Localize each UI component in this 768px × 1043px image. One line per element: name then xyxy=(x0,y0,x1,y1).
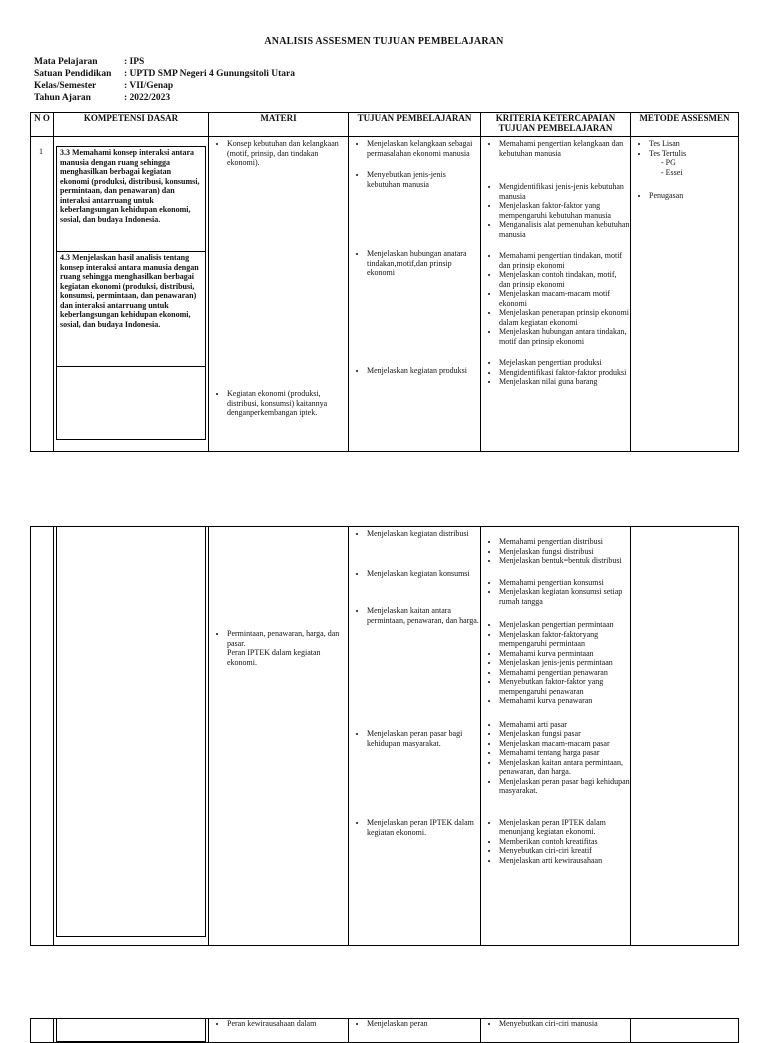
list-item: • Menjelaskan arti kewirausahaan xyxy=(499,856,630,866)
row-number: 1 xyxy=(31,137,54,452)
meta-row xyxy=(34,92,295,104)
list-item: • Menjelaskan kaitan antara permintaan, penawaran, dan harga. xyxy=(499,758,630,777)
kriteria-cell xyxy=(481,1019,631,1043)
tujuan-cell xyxy=(349,527,481,946)
list-item: • Menyebutkan ciri-ciri kreatif xyxy=(499,846,630,856)
list-item: • Menjelaskan peran IPTEK dalam kegiatan ekonomi. xyxy=(367,818,480,837)
table-row xyxy=(31,527,739,946)
list-item: • Menjelaskan pengertian permintaan xyxy=(499,620,630,630)
materi-cell xyxy=(209,1019,349,1043)
row-number xyxy=(31,527,54,946)
header-metode: METODE ASSESMEN xyxy=(631,113,739,137)
list-item: • Mejelaskan pengertian produksi xyxy=(499,358,630,368)
list-item: • Menjelaskan penerapan prinsip ekonomi dalam kegiatan ekonomi xyxy=(499,308,630,327)
list-item: • Memahami pengertian konsumsi xyxy=(499,578,630,588)
list-item: • Peran kewirausahaan dalam xyxy=(227,1019,348,1029)
list-item: • Menyebutkan jenis-jenis kebutuhan manusia xyxy=(367,170,480,189)
assessment-table-page1 xyxy=(30,112,739,452)
list-item: • Menganalisis alat pemenuhan kebutuhan manusia xyxy=(499,220,630,239)
materi-cell xyxy=(209,137,349,452)
meta-row xyxy=(34,80,295,92)
metode-cell xyxy=(631,1019,739,1043)
kd-cell xyxy=(54,527,209,946)
meta-label: Satuan Pendidikan xyxy=(34,69,112,79)
list-item: • Memahami tentang harga pasar xyxy=(499,748,630,758)
meta-row xyxy=(34,56,295,68)
assessment-table-page3 xyxy=(30,1018,739,1043)
list-item: • Memahami pengertian penawaran xyxy=(499,668,630,678)
page-title: ANALISIS ASSESMEN TUJUAN PEMBELAJARAN xyxy=(264,36,504,47)
list-item: • Memahami pengertian tindakan, motif dan prinsip ekonomi xyxy=(499,251,630,270)
kd-empty-box xyxy=(56,1019,206,1042)
metode-cell xyxy=(631,137,739,452)
materi-cell xyxy=(209,527,349,946)
list-item: • Menjelaskan kegiatan produksi xyxy=(367,366,480,376)
list-item: • Memahami arti pasar xyxy=(499,720,630,730)
meta-value: : 2022/2023 xyxy=(124,93,171,103)
list-item: • Memahami kurva penawaran xyxy=(499,696,630,706)
list-item: • Menjelaskan macam-macam pasar xyxy=(499,739,630,749)
list-item: • Menjelaskan kegiatan konsumsi xyxy=(367,569,480,579)
kd-cell xyxy=(54,137,209,452)
header-tujuan: TUJUAN PEMBELAJARAN xyxy=(349,113,481,137)
list-item: • Menjelaskan jenis-jenis permintaan xyxy=(499,658,630,668)
kd-cell xyxy=(54,1019,209,1043)
kd-4-3: 4.3 Menjelaskan hasil analisis tentang konsep interaksi antara manusia dengan ruang sehingga menghasilkan berbagai kegiatan ekonomi (produksi, distribusi, konsumsi, permintaan, dan penawaran) dan interaksi antarruang untuk keberlangsungan kehidupan ekonomi, sosial, dan budaya Indonesia. xyxy=(56,252,206,367)
list-item: • Menjelaskan kegiatan konsumsi setiap rumah tangga xyxy=(499,587,630,606)
tujuan-cell xyxy=(349,1019,481,1043)
meta-value: : IPS xyxy=(124,57,145,67)
meta-label: Tahun Ajaran xyxy=(34,93,91,103)
kd-3-3: 3.3 Memahami konsep interaksi antara manusia dengan ruang sehingga menghasilkan berbagai kegiatan ekonomi (produksi, distribusi, konsumsi, permintaan, dan penawaran) dan interaksi antarruang untuk keberlangsungan kehidupan ekonomi, sosial, dan budaya Indonesia. xyxy=(56,146,206,252)
header-kriteria: KRITERIA KETERCAPAIAN TUJUAN PEMBELAJARAN xyxy=(481,113,631,137)
list-item: • Menjelaskan kaitan antara permintaan, penawaran, dan harga. xyxy=(367,606,480,625)
meta-value: : VII/Genap xyxy=(124,81,174,91)
list-item: • Menjelaskan macam-macam motif ekonomi xyxy=(499,289,630,308)
list-item: • Memberikan contoh kreatifitas xyxy=(499,837,630,847)
list-item: • Konsep kebutuhan dan kelangkaan (motif, prinsip, dan tindakan ekonomi). xyxy=(227,139,348,168)
list-item: • Memahami pengertian kelangkaan dan kebutuhan manusia xyxy=(499,139,630,158)
list-item: • Permintaan, penawaran, harga, dan pasar. xyxy=(227,629,348,648)
list-item: • Menjelaskan faktor-faktor yang mempengaruhi kebutuhan manusia xyxy=(499,201,630,220)
assessment-table-page2 xyxy=(30,526,739,946)
list-item: • Memahami kurva permintaan xyxy=(499,649,630,659)
meta-row xyxy=(34,68,295,80)
tujuan-cell xyxy=(349,137,481,452)
meta-value: : UPTD SMP Negeri 4 Gunungsitoli Utara xyxy=(124,69,295,79)
list-item: • Mengidentifikasi jenis-jenis kebutuhan manusia xyxy=(499,182,630,201)
list-item: • Menjelaskan faktor-faktoryang mempengaruhi permintaan xyxy=(499,630,630,649)
metode-cell xyxy=(631,527,739,946)
list-item: • Menyebutkan faktor-faktor yang mempengaruhi penawaran xyxy=(499,677,630,696)
row-number xyxy=(31,1019,54,1043)
list-item: • Menjelaskan bentuk=bentuk distribusi xyxy=(499,556,630,566)
list-item: • Menjelaskan nilai guna barang xyxy=(499,377,630,387)
list-item: - Essei xyxy=(661,168,738,178)
kriteria-cell xyxy=(481,137,631,452)
list-item: • Menjelaskan kelangkaan sebagai permasalahan ekonomi manusia xyxy=(367,139,480,158)
table-header-row xyxy=(31,113,739,137)
header-no: N O xyxy=(31,113,54,137)
list-item: • Menjelaskan peran pasar bagi kehidupan masyarakat. xyxy=(367,729,480,748)
meta-block xyxy=(34,56,295,104)
list-item: - PG xyxy=(661,158,738,168)
list-item: • Menjelaskan kegiatan distribusi xyxy=(367,529,480,539)
list-item: • Menjelaskan hubungan anatara tindakan,motif,dan prinsip ekonomi xyxy=(367,249,480,278)
kd-empty-box xyxy=(56,367,206,440)
list-item: • Tes Lisan xyxy=(649,139,738,149)
list-item: • Memahami pengertian distribusi xyxy=(499,537,630,547)
list-item: • Menjelaskan fungsi pasar xyxy=(499,729,630,739)
list-item: • Menyebutkan ciri-ciri manusia xyxy=(499,1019,630,1029)
meta-label: Kelas/Semester xyxy=(34,81,97,91)
materi-line: Peran IPTEK dalam kegiatan ekonomi. xyxy=(227,648,321,667)
list-item: • Menjelaskan peran IPTEK dalam menunjang kegiatan ekonomi. xyxy=(499,818,630,837)
list-item: • Kegiatan ekonomi (produksi, distribusi, konsumsi) kaitannya denganperkembangan iptek. xyxy=(227,389,348,418)
header-materi: MATERI xyxy=(209,113,349,137)
list-item: • Penugasan xyxy=(649,191,738,201)
table-row xyxy=(31,137,739,452)
kriteria-cell xyxy=(481,527,631,946)
list-item: • Mengidentifikasi faktor-faktor produksi xyxy=(499,368,630,378)
meta-label: Mata Pelajaran xyxy=(34,57,98,67)
list-item: • Menjelaskan fungsi distribusi xyxy=(499,547,630,557)
list-item: • Menjelaskan contoh tindakan, motif, dan prinsip ekonomi xyxy=(499,270,630,289)
list-item: • Menjelaskan hubungan antara tindakan, motif dan prinsip ekonomi xyxy=(499,327,630,346)
list-item: • Menjelaskan peran pasar bagi kehidupan masyarakat. xyxy=(499,777,630,796)
list-item: • Menjelaskan peran xyxy=(367,1019,480,1029)
header-kompetensi-dasar: KOMPETENSI DASAR xyxy=(54,113,209,137)
kd-empty-box xyxy=(56,527,206,937)
list-item: • Tes Tertulis xyxy=(649,149,738,159)
table-row xyxy=(31,1019,739,1043)
